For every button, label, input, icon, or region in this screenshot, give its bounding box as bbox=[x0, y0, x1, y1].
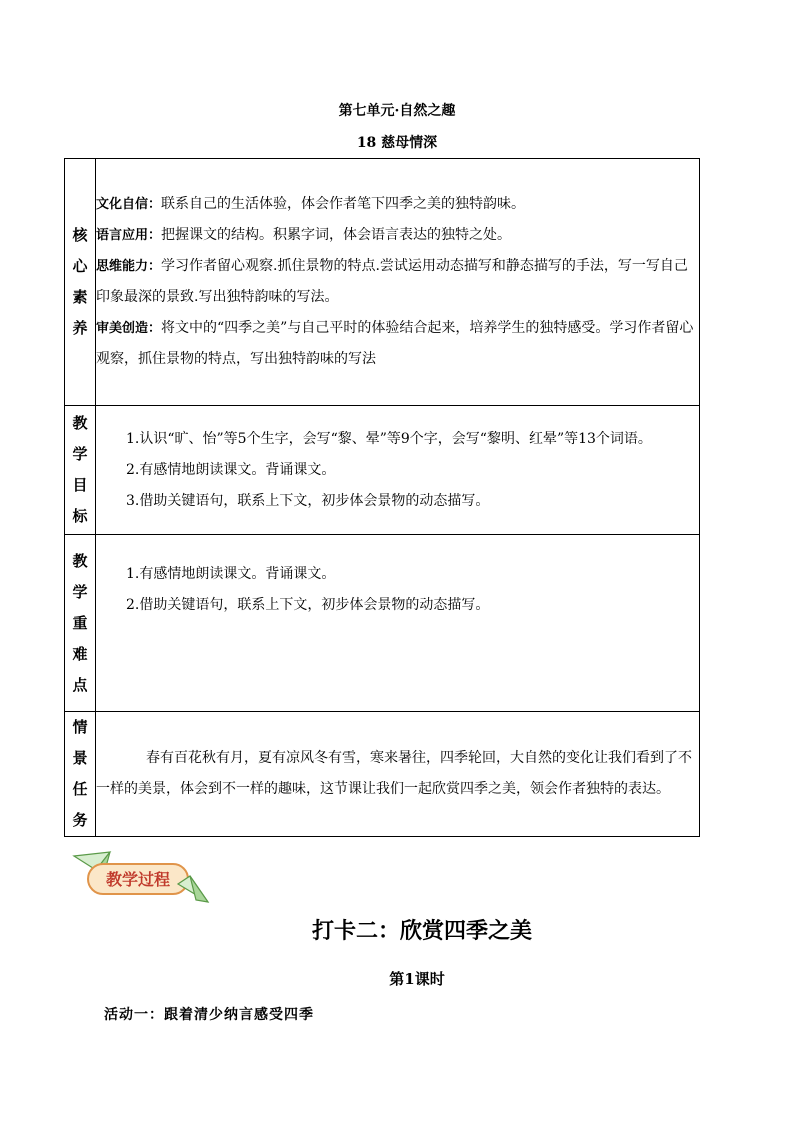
core-literacy-row bbox=[65, 159, 700, 406]
goal-item: 1.认识“旷、怡”等5个生字，会写“黎、晕”等9个字，会写“黎明、红晕”等13个词语。 bbox=[126, 430, 652, 447]
scenario-task-content bbox=[96, 712, 700, 837]
lesson-plan-table bbox=[64, 158, 700, 837]
teaching-goals-row bbox=[65, 406, 700, 535]
core-literacy-content bbox=[96, 159, 700, 406]
lesson-title: 18 慈母情深 bbox=[356, 135, 438, 151]
core-literacy-label: 核 心 素 养 bbox=[65, 159, 96, 406]
goal-item: 3.借助关键语句，联系上下文，初步体会景物的动态描写。 bbox=[126, 492, 490, 509]
goal-item: 2.有感情地朗读课文。背诵课文。 bbox=[126, 461, 336, 478]
key-point-item: 2.借助关键语句，联系上下文，初步体会景物的动态描写。 bbox=[126, 597, 490, 613]
activity-heading: 活动一：跟着清少纳言感受四季 bbox=[104, 1007, 314, 1023]
teaching-goals-label: 教 学 目 标 bbox=[65, 406, 96, 535]
scenario-task-text: 春有百花秋有月，夏有凉风冬有雪，寒来暑往，四季轮回，大自然的变化让我们看到了不一样的美景，体会到不一样的趣味，这节课让我们一起欣赏四季之美，领会作者独特的表达。 bbox=[96, 750, 692, 797]
section-heading: 打卡二：欣赏四季之美 bbox=[311, 919, 532, 944]
key-points-content bbox=[96, 535, 700, 712]
core-line: 语言应用：把握课文的结构。积累字词，体会语言表达的独特之处。 bbox=[96, 227, 512, 243]
key-point-item: 1.有感情地朗读课文。背诵课文。 bbox=[126, 566, 336, 582]
core-line: 文化自信：联系自己的生活体验，体会作者笔下四季之美的独特韵味。 bbox=[96, 196, 526, 212]
key-points-row bbox=[65, 535, 700, 712]
teaching-process-badge bbox=[70, 848, 212, 908]
period-label: 第1课时 bbox=[389, 970, 445, 988]
svg-text:教学过程: 教学过程 bbox=[105, 870, 171, 889]
scenario-task-label: 情 景 任 务 bbox=[65, 712, 96, 837]
unit-title: 第七单元·自然之趣 bbox=[338, 103, 456, 119]
core-line: 思维能力：学习作者留心观察.抓住景物的特点.尝试运用动态描写和静态描写的手法，写一写自己印象最深的景致.写出独特韵味的写法。 bbox=[96, 258, 688, 305]
core-line: 审美创造：将文中的“四季之美”与自己平时的体验结合起来，培养学生的独特感受。学习作者留心观察，抓住景物的特点，写出独特韵味的写法 bbox=[96, 320, 694, 367]
key-points-label: 教 学 重 难 点 bbox=[65, 535, 96, 712]
scenario-task-row bbox=[65, 712, 700, 837]
teaching-goals-content bbox=[96, 406, 700, 535]
paper-plane-icon bbox=[70, 848, 212, 908]
